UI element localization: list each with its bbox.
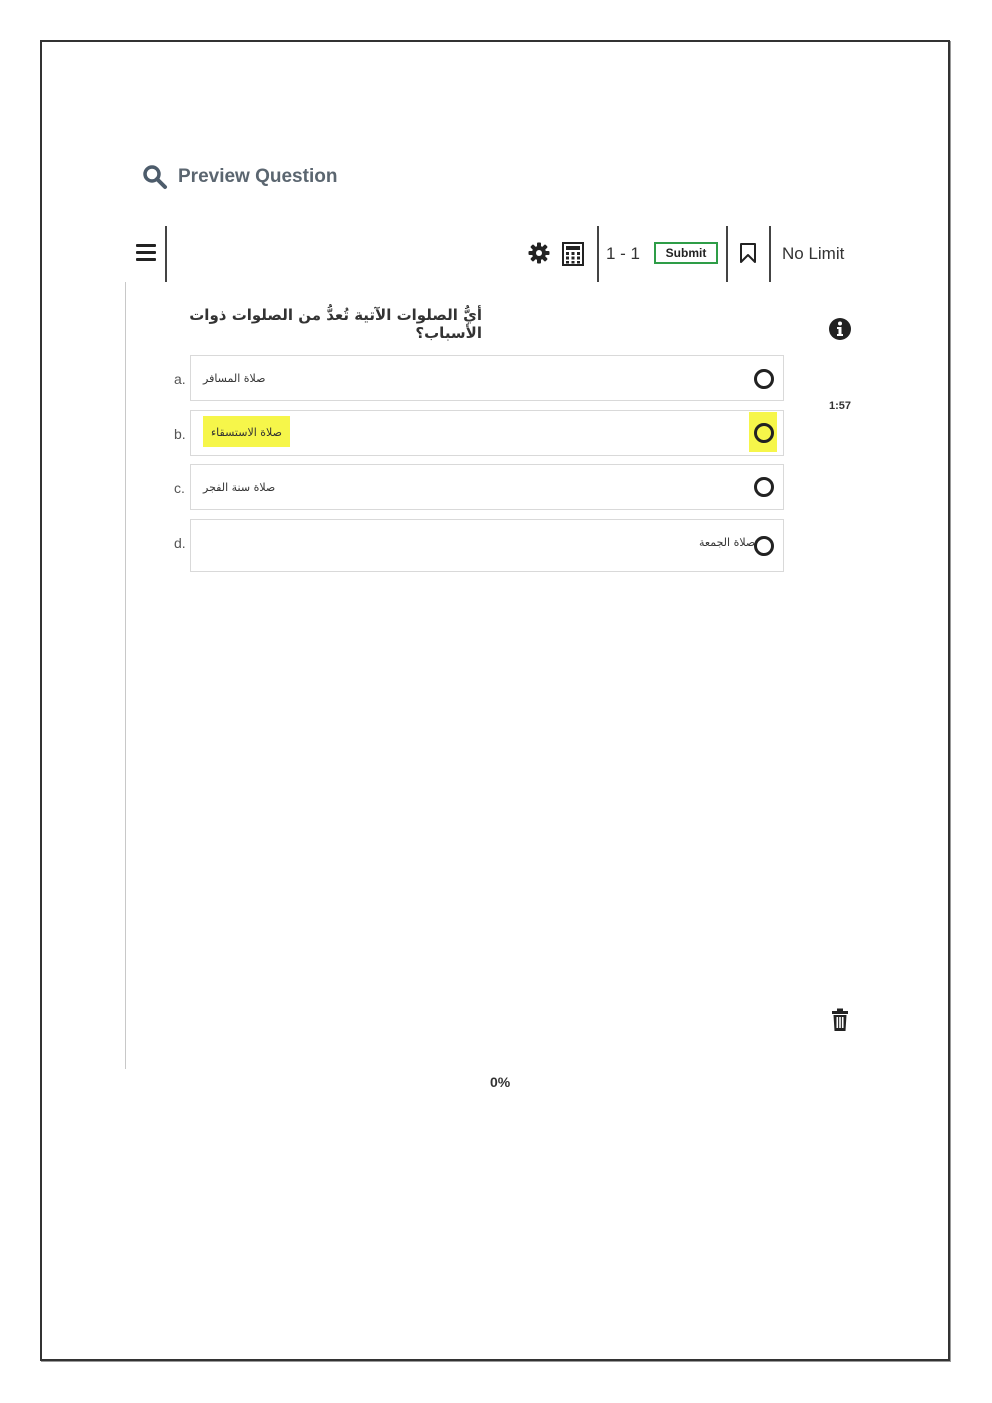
- page-title: Preview Question: [178, 166, 338, 187]
- option-a-radio[interactable]: [754, 369, 774, 389]
- option-letter-a: a.: [174, 371, 186, 387]
- submit-button[interactable]: Submit: [654, 242, 718, 264]
- timer: 1:57: [829, 400, 852, 412]
- info-icon[interactable]: [828, 317, 852, 341]
- toolbar-divider: [165, 226, 167, 282]
- gear-icon[interactable]: [528, 242, 550, 264]
- option-d-radio[interactable]: [754, 536, 774, 556]
- option-letter-b: b.: [174, 426, 186, 442]
- question-toolbar: [132, 226, 852, 282]
- question-range: 1 - 1: [606, 244, 641, 263]
- calculator-icon[interactable]: [562, 242, 584, 266]
- search-icon: [142, 164, 168, 190]
- bookmark-icon[interactable]: [739, 243, 757, 263]
- trash-icon[interactable]: [830, 1008, 850, 1032]
- question-text: أيُّ الصلوات الآتية تُعدُّ من الصلوات ذوات الأسباب؟: [189, 306, 482, 342]
- option-b-text: صلاة الاستسقاء: [203, 416, 290, 447]
- option-letter-c: c.: [174, 480, 185, 496]
- option-d[interactable]: [190, 519, 784, 572]
- progress-percent: 0%: [490, 1074, 511, 1090]
- toolbar-divider: [769, 226, 771, 282]
- option-c[interactable]: [190, 464, 784, 510]
- option-a-text: صلاة المسافر: [203, 372, 266, 385]
- option-c-radio[interactable]: [754, 477, 774, 497]
- option-letter-d: d.: [174, 535, 186, 551]
- option-a[interactable]: [190, 355, 784, 401]
- time-limit: No Limit: [782, 244, 845, 263]
- option-d-text: صلاة الجمعة: [699, 536, 756, 549]
- preview-header: [142, 164, 337, 190]
- content-divider: [125, 282, 126, 1069]
- toolbar-divider: [597, 226, 599, 282]
- toolbar-divider: [726, 226, 728, 282]
- option-c-text: صلاة سنة الفجر: [203, 481, 276, 494]
- menu-icon[interactable]: [136, 244, 156, 262]
- option-b-radio[interactable]: [754, 423, 774, 443]
- option-b[interactable]: [190, 410, 784, 456]
